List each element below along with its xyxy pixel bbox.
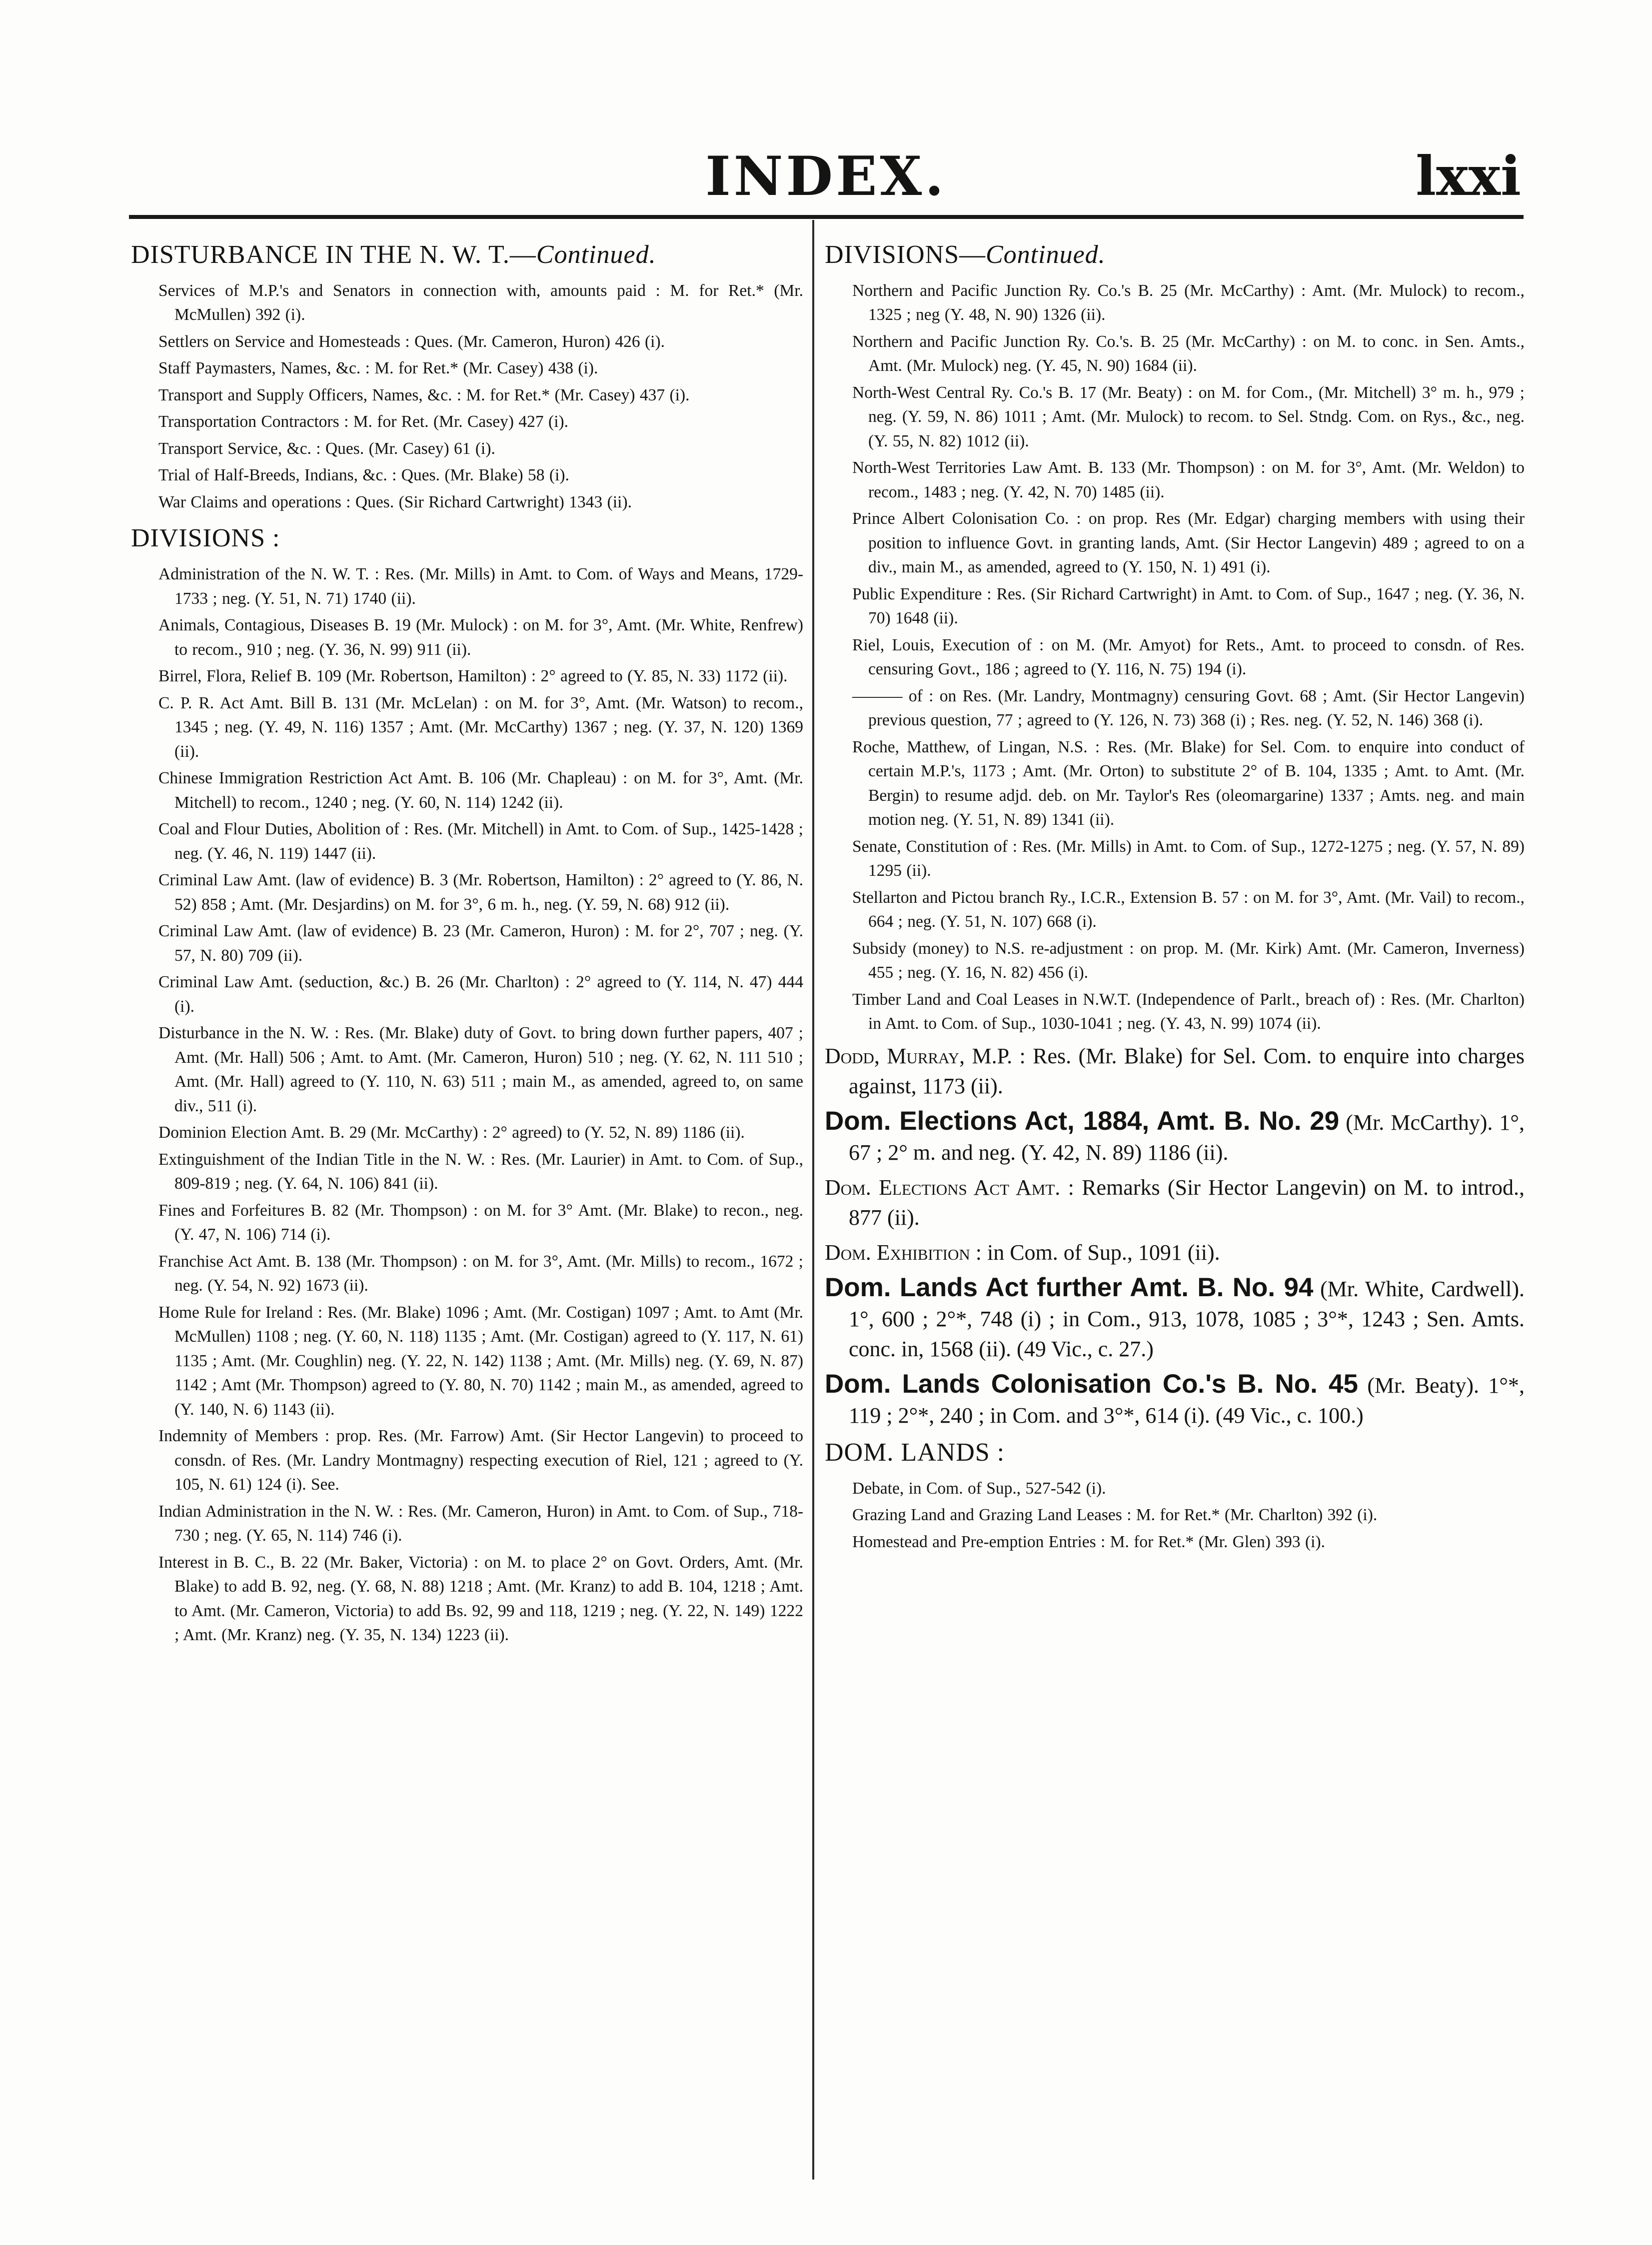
continued-heading-disturbance: DISTURBANCE IN THE N. W. T.—Continued. bbox=[131, 240, 656, 269]
divisions-entries bbox=[131, 562, 803, 1648]
index-subentry: Animals, Contagious, Diseases B. 19 (Mr. Mulock) : on M. for 3°, Amt. (Mr. White, Renfrew) to recom., 910 ; neg. (Y. 36, N. 99) 911 (ii). bbox=[158, 616, 803, 659]
index-subentry: Debate, in Com. of Sup., 527-542 (i). bbox=[852, 1479, 1106, 1498]
index-subentry: Roche, Matthew, of Lingan, N.S. : Res. (Mr. Blake) for Sel. Com. to enquire into conduct of certain M.P.'s, 1173 ; Amt. (Mr. Orton) to substitute 2° of B. 104, 1335 ; Amt. to Amt. (Mr. Bergin) to resume adjd. deb. on Mr. Taylor's Res (oleomargarine) 1337 ; Amts. neg. and main motion neg. (Y. 51, N. 89) 1341 (ii). bbox=[852, 737, 1525, 829]
index-subentry: Transportation Contractors : M. for Ret. (Mr. Casey) 427 (i). bbox=[158, 412, 569, 431]
index-subentry: Chinese Immigration Restriction Act Amt. B. 106 (Mr. Chapleau) : on M. for 3°, Amt. (Mr. Mitchell) to recom., 1240 ; neg. (Y. 60, N. 114) 1242 (ii). bbox=[158, 769, 803, 812]
index-entry bbox=[825, 1041, 1525, 1101]
index-entry bbox=[825, 1369, 1525, 1431]
index-entry bbox=[825, 1273, 1525, 1364]
index-subentry: Services of M.P.'s and Senators in connection with, amounts paid : M. for Ret.* (Mr. McMullen) 392 (i). bbox=[158, 281, 803, 324]
index-subentry: Senate, Constitution of : Res. (Mr. Mills) in Amt. to Com. of Sup., 1272-1275 ; neg. (Y. 57, N. 89) 1295 (ii). bbox=[852, 837, 1525, 880]
index-subentry: ——— of : on Res. (Mr. Landry, Montmagny) censuring Govt. 68 ; Amt. (Sir Hector Langevin) previous question, 77 ; agreed to (Y. 126, N. 73) 368 (i) ; Res. neg. (Y. 52, N. 146) 368 (i). bbox=[852, 686, 1525, 730]
index-entry-head: Dom. Lands Act further Amt. B. No. 94 bbox=[825, 1272, 1314, 1302]
index-subentry: Indemnity of Members : prop. Res. (Mr. Farrow) Amt. (Sir Hector Langevin) to proceed to consdn. of Res. (Mr. Landry Montmagny) respecting execution of Riel, 121 ; agreed to (Y. 105, N. 61) 124 (i). See. bbox=[158, 1427, 803, 1494]
index-subentry: North-West Central Ry. Co.'s B. 17 (Mr. Beaty) : on M. for Com., (Mr. Mitchell) 3° m. h., 979 ; neg. (Y. 59, N. 86) 1011 ; Amt. (Mr. Mulock) to recom. to Sel. Stndg. Com. on Rys., &c., neg. (Y. 55, N. 82) 1012 (ii). bbox=[852, 383, 1525, 450]
index-subentry: Fines and Forfeitures B. 82 (Mr. Thompson) : on M. for 3° Amt. (Mr. Blake) to recon., neg. (Y. 47, N. 106) 714 (i). bbox=[158, 1201, 803, 1244]
index-subentry: Riel, Louis, Execution of : on M. (Mr. Amyot) for Rets., Amt. to proceed to consdn. of Res. censuring Govt., 186 ; agreed to (Y. 116, N. 75) 194 (i). bbox=[852, 635, 1525, 679]
index-subentry: Transport and Supply Officers, Names, &c. : M. for Ret.* (Mr. Casey) 437 (i). bbox=[158, 385, 690, 404]
index-subentry: Home Rule for Ireland : Res. (Mr. Blake) 1096 ; Amt. (Mr. Costigan) 1097 ; Amt. to Amt (Mr. McMullen) 1108 ; neg. (Y. 60, N. 118) 1135 ; Amt. (Mr. Costigan) agreed to (Y. 117, N. 61) 1135 ; Amt. (Mr. Coughlin) neg. (Y. 22, N. 142) 1138 ; Amt. (Mr. Mills) neg. (Y. 69, N. 87) 1142 ; Amt (Mr. Thompson) agreed to (Y. 80, N. 70) 1142 ; main M., as amended, agreed to (Y. 140, N. 6) 1143 (ii). bbox=[158, 1303, 803, 1419]
index-subentry: Trial of Half-Breeds, Indians, &c. : Ques. (Mr. Blake) 58 (i). bbox=[158, 466, 569, 485]
column-divider bbox=[812, 220, 814, 2180]
index-subentry: Indian Administration in the N. W. : Res. (Mr. Cameron, Huron) in Amt. to Com. of Sup., 718-730 ; neg. (Y. 65, N. 114) 746 (i). bbox=[158, 1502, 803, 1545]
index-subentry: Timber Land and Coal Leases in N.W.T. (Independence of Parlt., breach of) : Res. (Mr. Charlton) in Amt. to Com. of Sup., 1030-1041 ; neg. (Y. 43, N. 99) 1074 (ii). bbox=[852, 990, 1525, 1033]
index-subentry: Disturbance in the N. W. : Res. (Mr. Blake) duty of Govt. to bring down further papers, 407 ; Amt. (Mr. Hall) 506 ; Amt. to Amt. (Mr. Cameron, Huron) 510 ; neg. (Y. 62, N. 111 510 ; Amt. (Mr. Hall) agreed to (Y. 110, N. 63) 511 ; main M., as amended, agreed to, on same div., 511 (i). bbox=[158, 1024, 803, 1115]
main-entries bbox=[825, 1041, 1525, 1431]
index-entry-head: Dodd, Murray, M.P. : bbox=[825, 1043, 1026, 1068]
index-entry-text: Res. (Mr. Blake) for Sel. Com. to enquire into charges against, 1173 (ii). bbox=[849, 1043, 1525, 1098]
index-entry bbox=[825, 1106, 1525, 1168]
index-subentry: Coal and Flour Duties, Abolition of : Res. (Mr. Mitchell) in Amt. to Com. of Sup., 1425-1428 ; neg. (Y. 46, N. 119) 1447 (ii). bbox=[158, 820, 803, 863]
left-column bbox=[131, 235, 803, 1650]
divisions-heading: DIVISIONS : bbox=[131, 524, 280, 553]
page-title: INDEX. bbox=[705, 145, 947, 208]
right-column bbox=[825, 235, 1525, 1557]
index-subentry: Criminal Law Amt. (law of evidence) B. 3 (Mr. Robertson, Hamilton) : 2° agreed to (Y. 86, N. 52) 858 ; Amt. (Mr. Desjardins) on M. for 3°, 6 m. h., neg. (Y. 59, N. 68) 912 (ii). bbox=[158, 871, 803, 914]
index-entry-text: in Com. of Sup., 1091 (ii). bbox=[981, 1240, 1220, 1265]
index-subentry: War Claims and operations : Ques. (Sir Richard Cartwright) 1343 (ii). bbox=[158, 492, 632, 511]
dom-lands-entries bbox=[825, 1477, 1525, 1555]
index-entry-text: (Mr. Beaty). 1°*, 119 ; 2°*, 240 ; in Com. and 3°*, 614 (i). (49 Vic., c. 100.) bbox=[849, 1373, 1525, 1428]
continued-heading-divisions: DIVISIONS—Continued. bbox=[825, 240, 1106, 269]
index-subentry: Administration of the N. W. T. : Res. (Mr. Mills) in Amt. to Com. of Ways and Means, 1729-1733 ; neg. (Y. 51, N. 71) 1740 (ii). bbox=[158, 565, 803, 608]
index-subentry: Staff Paymasters, Names, &c. : M. for Ret.* (Mr. Casey) 438 (i). bbox=[158, 359, 598, 378]
index-entry bbox=[825, 1238, 1525, 1268]
index-subentry: Interest in B. C., B. 22 (Mr. Baker, Victoria) : on M. to place 2° on Govt. Orders, Amt. (Mr. Blake) to add B. 92, neg. (Y. 68, N. 88) 1218 ; Amt. (Mr. Kranz) to add B. 104, 1218 ; Amt. to Amt. (Mr. Cameron, Victoria) to add Bs. 92, 99 and 118, 1219 ; neg. (Y. 22, N. 149) 1222 ; Amt. (Mr. Kranz) neg. (Y. 35, N. 134) 1223 (ii). bbox=[158, 1553, 803, 1645]
header-rule bbox=[129, 215, 1524, 219]
index-subentry: Birrel, Flora, Relief B. 109 (Mr. Robertson, Hamilton) : 2° agreed to (Y. 85, N. 33) 1172 (ii). bbox=[158, 667, 788, 686]
index-entry-text: (Mr. White, Cardwell). 1°, 600 ; 2°*, 748 (i) ; in Com., 913, 1078, 1085 ; 3°*, 1243 ; Sen. Amts. conc. in, 1568 (ii). (49 Vic., c. 27.) bbox=[849, 1276, 1525, 1361]
index-subentry: Northern and Pacific Junction Ry. Co.'s. B. 25 (Mr. McCarthy) : on M. to conc. in Sen. Amts., Amt. (Mr. Mulock) neg. (Y. 45, N. 90) 1684 (ii). bbox=[852, 332, 1525, 375]
index-subentry: Settlers on Service and Homesteads : Ques. (Mr. Cameron, Huron) 426 (i). bbox=[158, 332, 665, 351]
index-subentry: Franchise Act Amt. B. 138 (Mr. Thompson) : on M. for 3°, Amt. (Mr. Mills) to recom., 1672 ; neg. (Y. 54, N. 92) 1673 (ii). bbox=[158, 1252, 803, 1295]
index-entry-text: (Mr. McCarthy). 1°, 67 ; 2° m. and neg. (Y. 42, N. 89) 1186 (ii). bbox=[849, 1110, 1525, 1165]
index-subentry: Prince Albert Colonisation Co. : on prop. Res (Mr. Edgar) charging members with using their position to influence Govt. in granting lands, Amt. (Sir Hector Langevin) 489 ; agreed to on a div., main M., as amended, agreed to (Y. 150, N. 1) 491 (i). bbox=[852, 509, 1525, 577]
index-subentry: Stellarton and Pictou branch Ry., I.C.R., Extension B. 57 : on M. for 3°, Amt. (Mr. Vail) to recom., 664 ; neg. (Y. 51, N. 107) 668 (i). bbox=[852, 888, 1525, 931]
index-subentry: Criminal Law Amt. (law of evidence) B. 23 (Mr. Cameron, Huron) : M. for 2°, 707 ; neg. (Y. 57, N. 80) 709 (ii). bbox=[158, 922, 803, 965]
index-subentry: North-West Territories Law Amt. B. 133 (Mr. Thompson) : on M. for 3°, Amt. (Mr. Weldon) to recom., 1483 ; neg. (Y. 42, N. 70) 1485 (ii). bbox=[852, 458, 1525, 501]
index-entry-head: Dom. Elections Act Amt. : bbox=[825, 1175, 1074, 1200]
index-subentry: Criminal Law Amt. (seduction, &c.) B. 26 (Mr. Charlton) : 2° agreed to (Y. 114, N. 47) 444 (i). bbox=[158, 973, 803, 1016]
index-subentry: Subsidy (money) to N.S. re-adjustment : on prop. M. (Mr. Kirk) Amt. (Mr. Cameron, Inverness) 455 ; neg. (Y. 16, N. 82) 456 (i). bbox=[852, 939, 1525, 982]
dom-lands-heading: DOM. LANDS : bbox=[825, 1438, 1005, 1467]
index-entry-head: Dom. Elections Act, 1884, Amt. B. No. 29 bbox=[825, 1106, 1340, 1136]
index-subentry: Grazing Land and Grazing Land Leases : M. for Ret.* (Mr. Charlton) 392 (i). bbox=[852, 1506, 1378, 1525]
page-number: lxxi bbox=[1416, 145, 1521, 208]
index-entry-text: Remarks (Sir Hector Langevin) on M. to introd., 877 (ii). bbox=[849, 1175, 1525, 1230]
divisions-continued-entries bbox=[825, 279, 1525, 1036]
disturbance-entries bbox=[131, 279, 803, 515]
index-subentry: Dominion Election Amt. B. 29 (Mr. McCarthy) : 2° agreed) to (Y. 52, N. 89) 1186 (ii). bbox=[158, 1123, 745, 1142]
index-entry-head: Dom. Exhibition : bbox=[825, 1240, 982, 1265]
index-entry-head: Dom. Lands Colonisation Co.'s B. No. 45 bbox=[825, 1369, 1358, 1399]
index-subentry: Transport Service, &c. : Ques. (Mr. Casey) 61 (i). bbox=[158, 439, 495, 458]
index-subentry: Homestead and Pre-emption Entries : M. for Ret.* (Mr. Glen) 393 (i). bbox=[852, 1532, 1326, 1551]
index-subentry: C. P. R. Act Amt. Bill B. 131 (Mr. McLelan) : on M. for 3°, Amt. (Mr. Watson) to recom., 1345 ; neg. (Y. 49, N. 116) 1357 ; Amt. (Mr. McCarthy) 1367 ; neg. (Y. 37, N. 120) 1369 (ii). bbox=[158, 693, 803, 761]
index-subentry: Northern and Pacific Junction Ry. Co.'s B. 25 (Mr. McCarthy) : Amt. (Mr. Mulock) to recom., 1325 ; neg (Y. 48, N. 90) 1326 (ii). bbox=[852, 281, 1525, 324]
index-subentry: Extinguishment of the Indian Title in the N. W. : Res. (Mr. Laurier) in Amt. to Com. of Sup., 809-819 ; neg. (Y. 64, N. 106) 841 (ii). bbox=[158, 1150, 803, 1193]
index-subentry: Public Expenditure : Res. (Sir Richard Cartwright) in Amt. to Com. of Sup., 1647 ; neg. (Y. 36, N. 70) 1648 (ii). bbox=[852, 584, 1525, 628]
index-entry bbox=[825, 1173, 1525, 1233]
